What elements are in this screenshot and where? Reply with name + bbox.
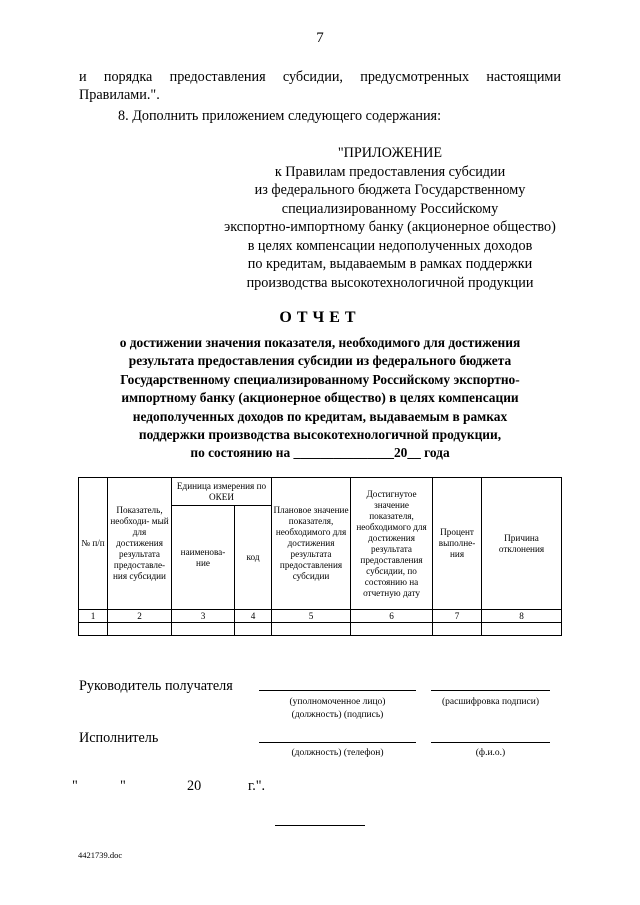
report-subtitle-line: Государственному специализированному Российскому экспортно- [120, 371, 520, 387]
paragraph-1-line-1: и порядка предоставления субсидии, предусмотренных настоящими [79, 69, 561, 85]
column-number: 6 [351, 610, 433, 623]
column-number: 2 [108, 610, 172, 623]
date-close-quote: " [120, 778, 126, 794]
header-planned: Плановое значение показателя, необходимого для достижения результата предоставления субсидии [272, 478, 351, 610]
executor-position-line [259, 742, 416, 743]
column-number: 1 [79, 610, 108, 623]
table-cell [79, 623, 108, 636]
appendix-line: специализированному Российскому [281, 200, 499, 217]
head-name-line [431, 690, 550, 691]
column-number: 5 [272, 610, 351, 623]
column-number: 3 [172, 610, 235, 623]
executor-label: Исполнитель [79, 730, 159, 746]
column-number: 7 [433, 610, 482, 623]
report-subtitle-line: поддержки производства высокотехнологичной продукции, [138, 427, 502, 443]
column-number: 8 [482, 610, 562, 623]
appendix-line: по кредитам, выдаваемым в рамках поддержки [247, 256, 533, 272]
appendix-line: производства высокотехнологичной продукции [246, 274, 534, 291]
date-open-quote: " [72, 778, 78, 794]
header-reason: Причина отклонения [482, 478, 562, 610]
appendix-line: экспортно-импортному банку (акционерное общество) [224, 219, 556, 235]
header-indicator: Показатель, необходи- мый для достижения результата предоставле- ния субсидии [108, 478, 172, 610]
report-subtitle [75, 334, 565, 463]
table-cell [172, 623, 235, 636]
report-subtitle-line: о достижении значения показателя, необходимого для достижения [119, 335, 521, 350]
report-title: ОТЧЕТ [279, 309, 361, 326]
appendix-line: "ПРИЛОЖЕНИЕ [337, 145, 443, 161]
paragraph-1-line-2: Правилами.". [79, 87, 160, 103]
report-subtitle-line: импортному банку (акционерное общество) в целях компенсации [121, 390, 519, 406]
column-number: 4 [235, 610, 272, 623]
page-number: 7 [316, 30, 324, 46]
closing-rule [275, 825, 365, 826]
executor-caption-right: (ф.и.о.) [475, 748, 506, 758]
table-cell [272, 623, 351, 636]
header-unit-name: наименова- ние [172, 506, 235, 610]
report-subtitle-line: по состоянию на _______________20__ года [190, 445, 450, 461]
head-signature-line [259, 690, 416, 691]
table-cell [108, 623, 172, 636]
header-number: № п/п [79, 478, 108, 610]
executor-name-line [431, 742, 550, 743]
appendix-line: к Правилам предоставления субсидии [274, 163, 506, 180]
header-unit-code: код [235, 506, 272, 610]
table-row [79, 623, 562, 636]
header-percent: Процент выполне- ния [433, 478, 482, 610]
date-suffix: г.". [248, 778, 266, 794]
appendix-line: из федерального бюджета Государственному [254, 182, 526, 198]
report-subtitle-line: недополученных доходов по кредитам, выдаваемым в рамках [132, 408, 508, 424]
head-caption-1: (уполномоченное лицо) [289, 697, 386, 707]
report-table [78, 477, 562, 636]
executor-caption-left: (должность) (телефон) [291, 748, 384, 758]
appendix-line: в целях компенсации недополученных доходов [247, 237, 533, 254]
paragraph-2: 8. Дополнить приложением следующего содержания: [118, 108, 442, 124]
header-unit-group: Единица измерения по ОКЕИ [172, 478, 272, 506]
head-caption-right: (расшифровка подписи) [442, 697, 539, 707]
appendix-header [210, 144, 570, 292]
table-cell [482, 623, 562, 636]
date-year: 20 [187, 778, 202, 794]
footer-filename: 4421739.doc [78, 850, 123, 860]
table-cell [235, 623, 272, 636]
table-row [79, 610, 562, 623]
table-cell [351, 623, 433, 636]
head-label: Руководитель получателя [79, 678, 233, 694]
report-subtitle-line: результата предоставления субсидии из федерального бюджета [128, 353, 512, 369]
header-achieved: Достигнутое значение показателя, необходимого для достижения результата предоставления субсидии, по состоянию на отчетную дату [351, 478, 433, 610]
table-cell [433, 623, 482, 636]
head-caption-2: (должность) (подпись) [291, 710, 384, 720]
